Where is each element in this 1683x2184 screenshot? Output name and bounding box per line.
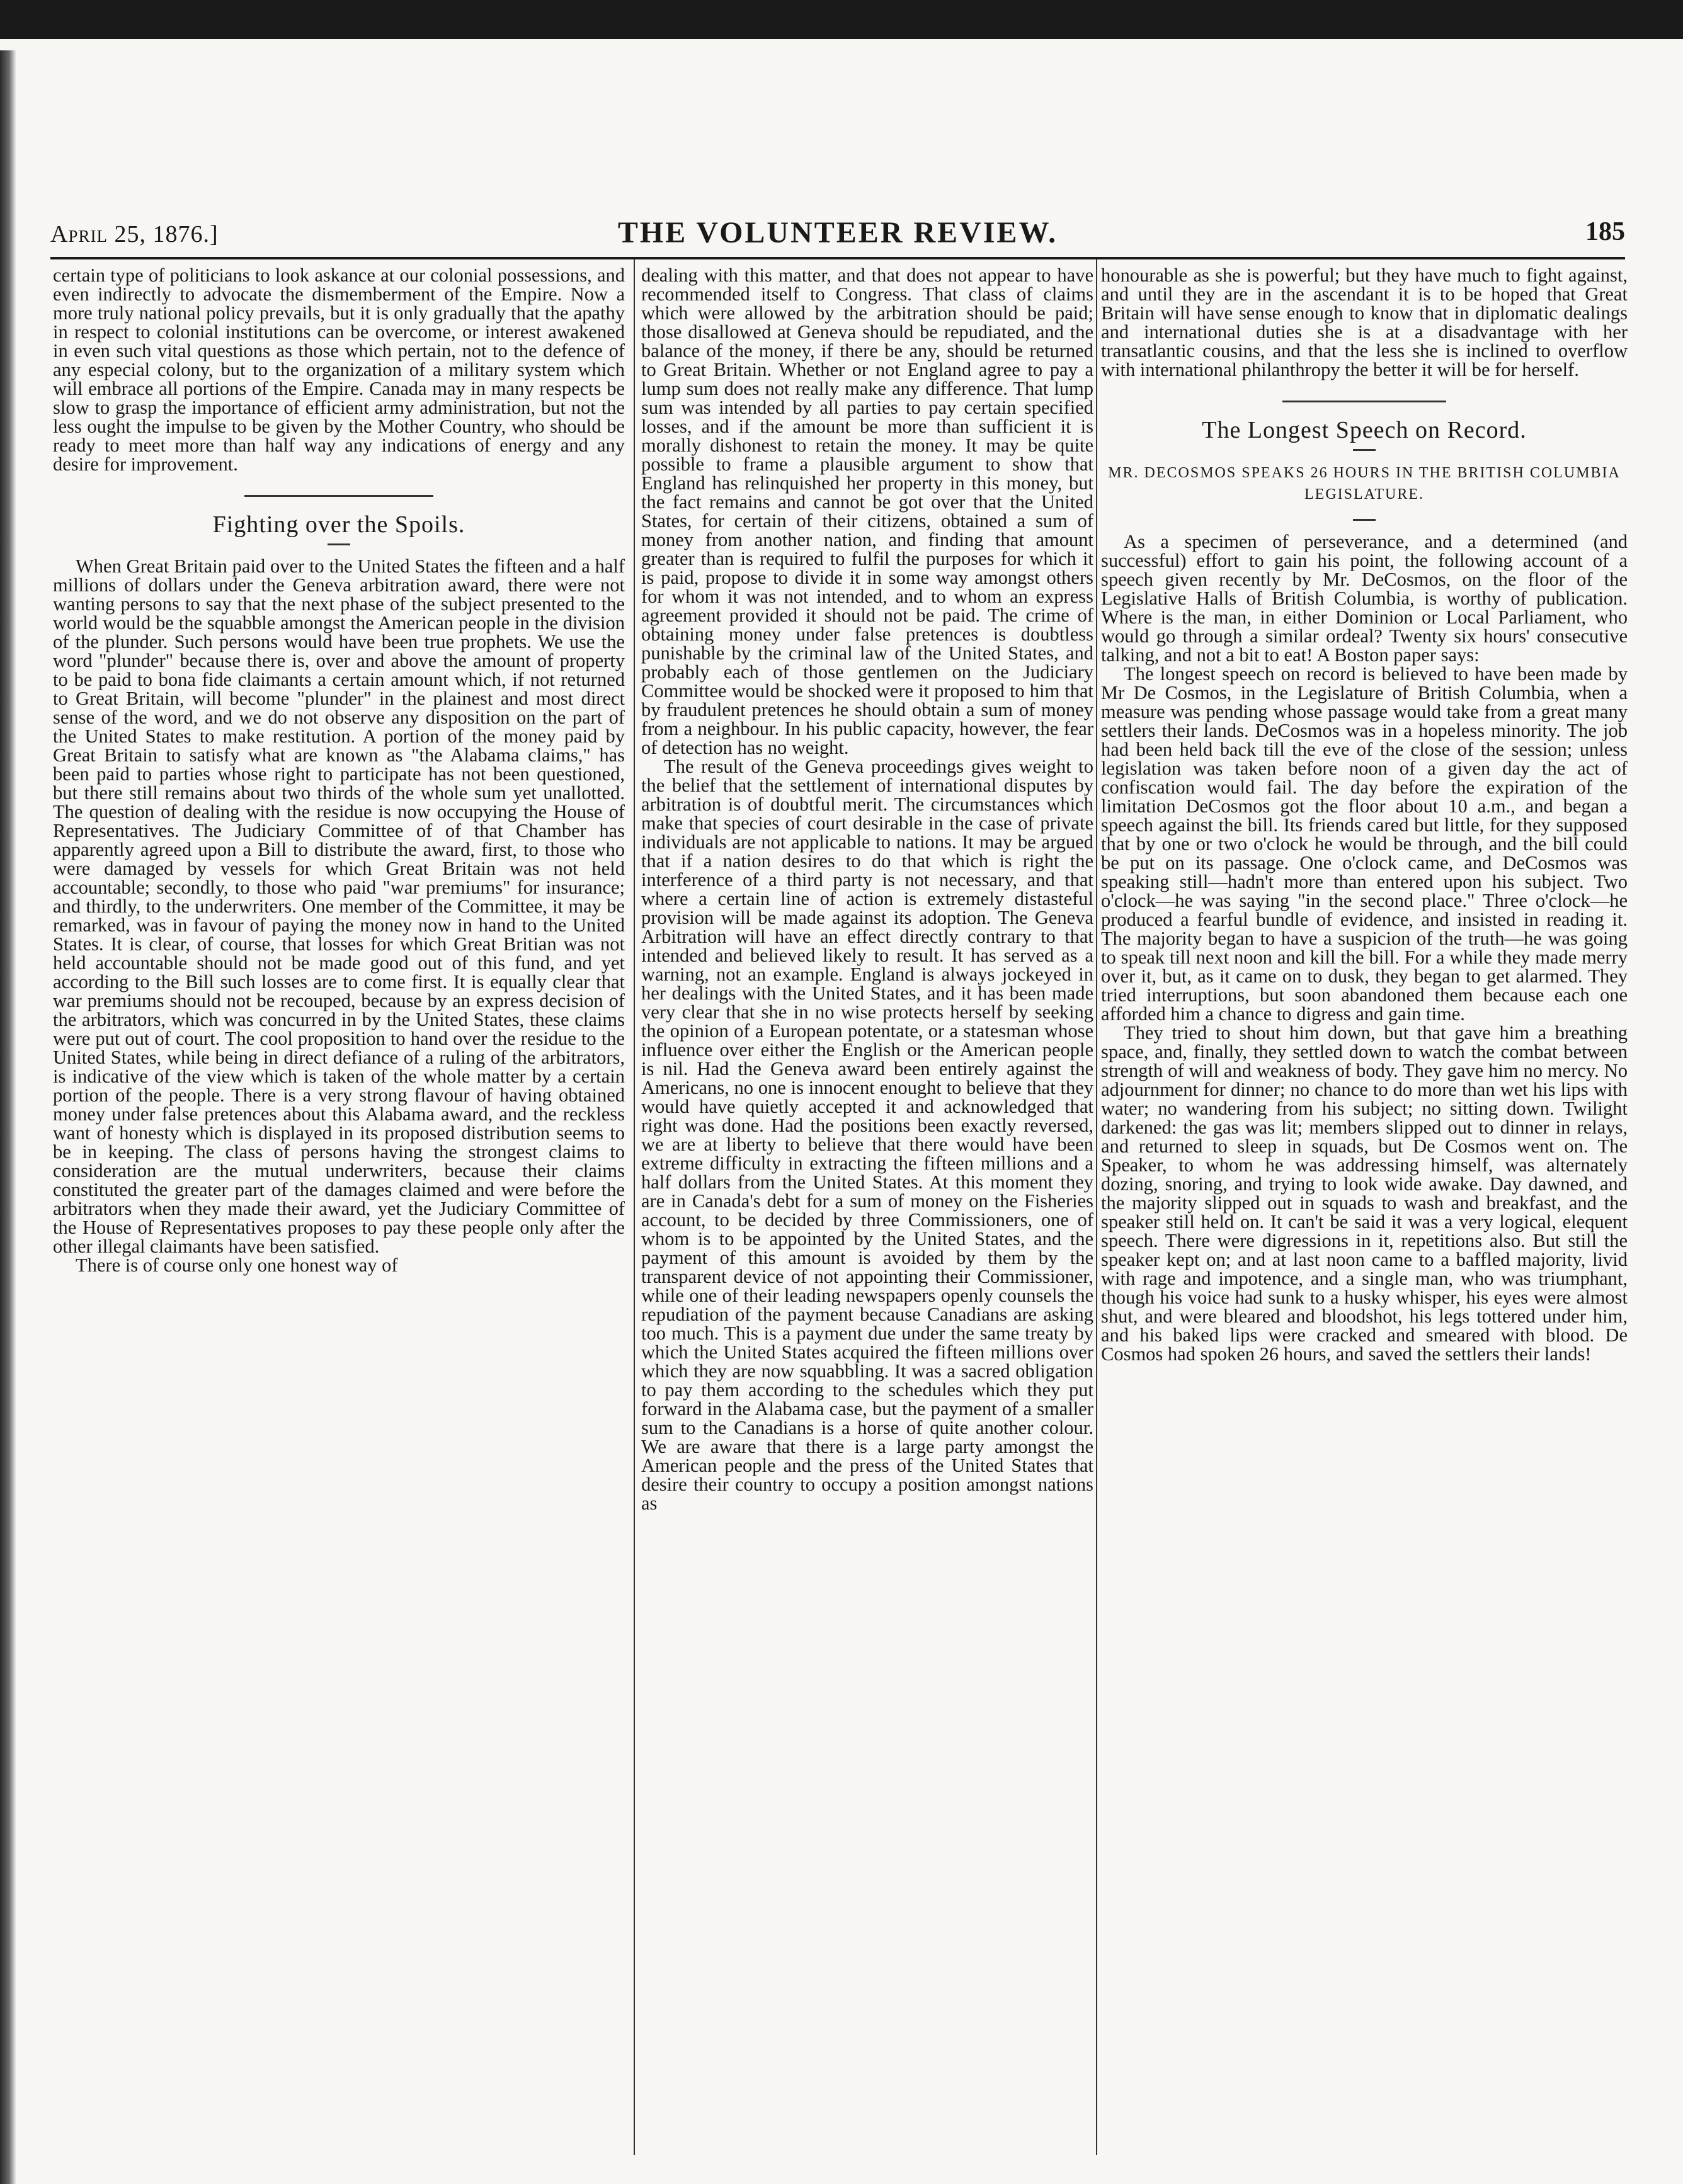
column-1 [53, 266, 625, 2155]
article-paragraph: The longest speech on record is believed to have been made by Mr De Cosmos, in the Legislature of British Columbia, when a measure was pending whose passage would take from a great many settlers their lands. DeCosmos was in a hopeless minority. The job had been held back till the eve of the close of the session; unless legislation was taken before noon of a given day the act of confiscation would fail. The day before the expiration of the limitation DeCosmos got the floor about 10 a.m., and began a speech against the bill. Its friends cared but little, for they supposed that by one or two o'clock he would be through, and the bill could be put on its passage. One o'clock came, and DeCosmos was speaking still—hadn't more than entered upon his subject. Two o'clock—he was saying "in the second place." Three o'clock—he produced a fearful bundle of evidence, and insisted in reading it. The majority began to have a suspicion of the truth—he was going to speak till next noon and kill the bill. For a while they made merry over it, but, as it came on to dusk, they began to get alarmed. They tried interruptions, but soon abandoned them because each one afforded him a chance to digress and gain time. [1101, 663, 1628, 1025]
article-paragraph: The result of the Geneva proceedings gives weight to the belief that the settlement of international disputes by arbitration is of doubtful merit. The circumstances which make that species of court desirable in the case of private individuals are not applicable to nations. It may be argued that if a nation desires to do that which is right the interference of a third party is not necessary, and that where a certain line of action is extremely distasteful provision will be made against its adoption. The Geneva Arbitration will have an effect directly contrary to that intended and believed likely to result. It has served as a warning, not an example. England is always jockeyed in her dealings with the United States, and it has been made very clear that she in no wise protects herself by seeking the opinion of a European potentate, or a statesman whose influence over either the English or the American people is nil. Had the Geneva award been entirely against the Americans, no one is innocent enought to believe that they would have quietly accepted it and acknowledged that right was done. Had the positions been exactly reversed, we are at liberty to believe that there would have been extreme difficulty in extracting the fifteen millions and a half dollars from the United States. At this moment they are in Canada's debt for a sum of money on the Fisheries account, to be decided by three Commissioners, one of whom is to be appointed by the United States, and the payment of this amount is avoided by them by the transparent device of not appointing their Commissioner, while one of their leading newspapers openly counsels the repudiation of the payment because Canadians are asking too much. This is a payment due under the same treaty by which the United States acquired the fifteen millions over which they are now squabbling. It was a sacred obligation to pay them according to the schedules which they put forward in the Alabama case, but the payment of a smaller sum to the Canadians is a horse of quite another colour. We are aware that there is a large party amongst the American people and the press of the United States that desire their country to occupy a position amongst nations as [641, 756, 1093, 1514]
column-divider [634, 259, 635, 2155]
scan-top-border [0, 0, 1683, 39]
article-paragraph: They tried to shout him down, but that gave him a breathing space, and, finally, they settled down to watch the combat between strength of will and weakness of body. They gave him no mercy. No adjournment for dinner; no chance to do more than wet his lips with water; no wandering from his subject; no sitting down. Twilight darkened: the gas was lit; members slipped out to dinner in relays, and returned to sleep in squads, but De Cosmos went on. The Speaker, to whom he was addressing himself, was alternately dozing, snoring, and trying to look wide awake. Day dawned, and the majority slipped out in squads to wash and breakfast, and the speaker still held on. It can't be said it was a very logical, elequent speech. There were digressions in it, repetitions also. But still the speaker kept on; and at last noon came to a baffled majority, livid with rage and impotence, and a single man, who was triumphant, though his voice had sunk to a husky whisper, his eyes were almost shut, and were bleared and bloodshot, his legs tottered under him, and his baked lips were cracked and smeared with blood. De Cosmos had spoken 26 hours, and saved the settlers their lands! [1101, 1022, 1628, 1365]
page-number: 185 [1585, 217, 1625, 246]
column-3 [1101, 266, 1628, 2155]
article-paragraph: As a specimen of perseverance, and a determined (and successful) effort to gain his point, the following account of a speech given recently by Mr. DeCosmos, on the floor of the Legislative Halls of British Columbia, is worthy of publication. Where is the man, in either Dominion or Local Parliament, who would go through a similar ordeal? Twenty six hours' consecutive talking, and not a bit to eat! A Boston paper says: [1101, 531, 1628, 666]
header-rule [50, 257, 1625, 259]
article-subheading: MR. DECOSMOS SPEAKS 26 HOURS IN THE BRITISH COLUMBIA LEGISLATURE. [1108, 465, 1621, 503]
heading-rule [328, 543, 350, 545]
article-heading: The Longest Speech on Record. [1202, 417, 1527, 443]
heading-rule [1353, 519, 1376, 521]
article-paragraph: certain type of politicians to look askance at our colonial possessions, and even indirectly to advocate the dismemberment of the Empire. Now a more truly national policy prevails, but it is only gradually that the apathy in respect to colonial institutions can be overcome, or interest awakened in even such vital questions as those which pertain, not to the defence of any especial colony, but to the organization of a military system which will embrace all portions of the Empire. Canada may in many respects be slow to grasp the importance of efficient army administration, but not the less ought the impulse to be given by the Mother Country, who should be ready to meet more than half way any indications of energy and any desire for improvement. [53, 266, 625, 475]
article-paragraph: There is of course only one honest way of [76, 1254, 398, 1276]
article-paragraph: dealing with this matter, and that does not appear to have recommended itself to Congress. That class of claims which were allowed by the arbitration should be paid; those disallowed at Geneva should be repudiated, and the balance of the money, if there be any, should be returned to Great Britain. Whether or not England agree to pay a lump sum does not really make any difference. That lump sum was intended by all parties to pay certain specified losses, and if the amount be more than sufficient it is morally dishonest to retain the money. It may be quite possible to frame a plausible argument to show that England has relinquished her property in this money, but the fact remains and cannot be got over that the United States, for certain of their citizens, obtained a sum of money from another nation, and finding that amount greater than is required to fulfil the purposes for which it is paid, propose to divide it in some way amongst others for whom it was not intended, and to whom an express agreement provided it should not be paid. The crime of obtaining money under false pretences is doubtless punishable by the criminal law of the United States, and probably each of those gentlemen on the Judiciary Committee would be shocked were it proposed to him that by fraudulent pretences he should obtain a sum of money from a neighbour. In his public capacity, however, the fear of detection has no weight. [641, 266, 1093, 758]
article-paragraph: When Great Britain paid over to the United States the fifteen and a half millions of dollars under the Geneva arbitration award, there were not wanting persons to say that the next phase of the subject presented to the world would be the squabble amongst the American people in the division of the plunder. Such persons would have been true prophets. We use the word "plunder" because there is, over and above the amount of property to be paid to bona fide claimants a certain amount which, if not returned to Great Britain, will become "plunder" in the plainest and most direct sense of the word, and we do not observe any disposition on the part of the United States to make restitution. A portion of the money paid by Great Britain to satisfy what are known as "the Alabama claims," has been paid to parties whose right to participate has not been questioned, but there still remains about two thirds of the whole sum yet unallotted. The question of dealing with the residue is now occupying the House of Representatives. The Judiciary Committee of of that Chamber has apparently agreed upon a Bill to distribute the award, first, to those who were damaged by vessels for which Great Britain was not held accountable; secondly, to those who paid "war premiums" for insurance; and thirdly, to the underwriters. One member of the Committee, it may be remarked, was in favour of paying the money now in hand to the United States. It is clear, of course, that losses for which Great Britian was not held accountable should not be made good out of this fund, and yet according to the Bill such losses are to come first. It is equally clear that war premiums should not be recouped, because by an express decision of the arbitrators, which was concurred in by the United States, these claims were put out of court. The cool proposition to hand over the residue to the United States, while being in direct defiance of a ruling of the arbitrators, is indicative of the view which is taken of the whole matter by a certain portion of the people. There is a very strong flavour of having obtained money under false pretences about this Alabama award, and the reckless want of honesty which is displayed in its proposed distribution seems to be in keeping. The class of persons having the strongest claims to consideration are the mutual underwriters, because their claims constituted the greater part of the damages claimed and were before the arbitrators when they made their award, yet the Judiciary Committee of the House of Representatives proposes to pay these people only after the other illegal claimants have been satisfied. [53, 555, 625, 1257]
article-paragraph: honourable as she is powerful; but they have much to fight against, and until they are in the ascendant it is to be hoped that Great Britain will have sense enough to know that in diplomatic dealings and international duties she is at a disadvantage with her transatlantic cousins, and that the less she is inclined to overflow with international philanthropy the better it will be for herself. [1101, 266, 1628, 380]
publication-title: THE VOLUNTEER REVIEW. [617, 216, 1058, 249]
heading-rule [1353, 449, 1376, 451]
scan-margin [0, 39, 1683, 50]
section-divider [1282, 401, 1446, 402]
issue-date: April 25, 1876.] [50, 221, 219, 247]
column-divider [1096, 259, 1097, 2155]
scan-binding-edge [0, 50, 16, 2184]
column-2 [641, 266, 1093, 2155]
article-heading: Fighting over the Spoils. [212, 511, 465, 538]
page-header [50, 212, 1625, 256]
section-divider [244, 495, 433, 497]
